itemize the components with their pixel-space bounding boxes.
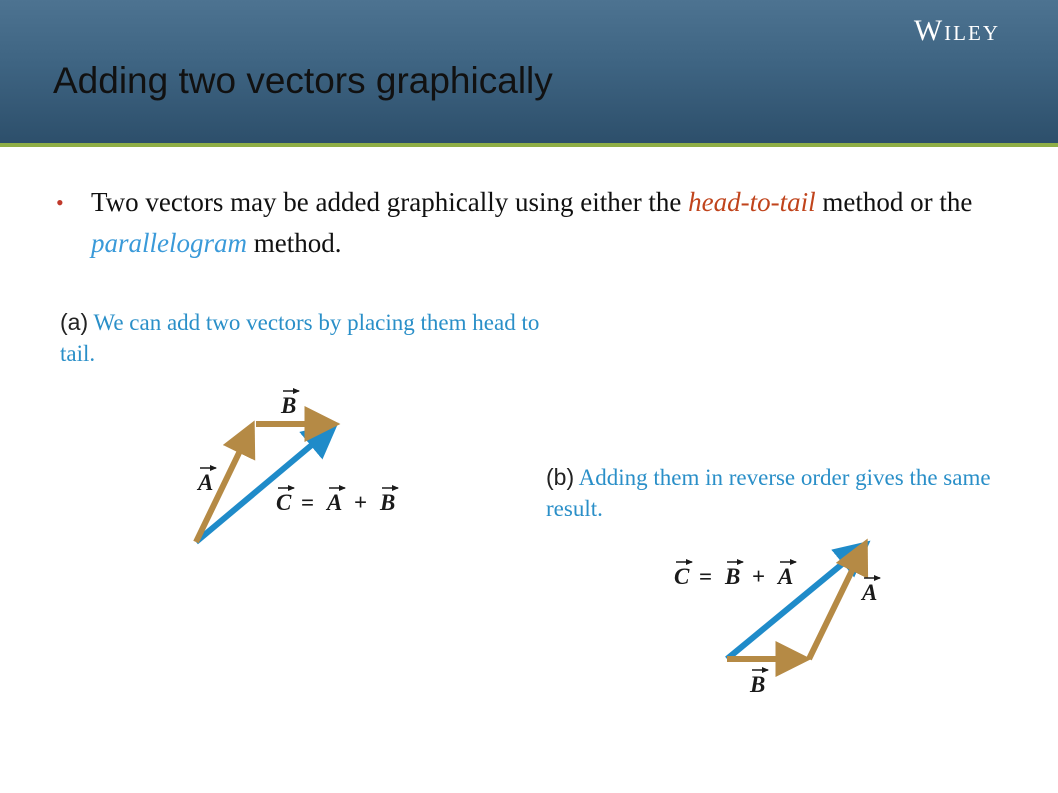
bullet-text-end: method. bbox=[247, 228, 342, 258]
figure-b-vector-C bbox=[727, 546, 864, 659]
figure-a-eq-equals: = bbox=[301, 490, 315, 515]
figure-a-vector-C bbox=[196, 428, 332, 542]
figure-b-vector-A bbox=[809, 546, 864, 659]
figure-b-eq-B: B bbox=[725, 564, 741, 589]
figure-a-eq-A: A bbox=[327, 490, 343, 515]
figure-b-label-A: A bbox=[862, 580, 878, 605]
head-to-tail-term: head-to-tail bbox=[688, 187, 816, 217]
figure-b-eq-equals: = bbox=[699, 564, 713, 589]
figure-a-label-B: B bbox=[281, 393, 297, 418]
figure-b-label-B: B bbox=[750, 672, 766, 697]
bullet-marker: • bbox=[56, 190, 64, 215]
figure-a-eq-B: B bbox=[380, 490, 396, 515]
figure-b-eq-plus: + bbox=[752, 564, 766, 589]
bullet-text-start: Two vectors may be added graphically using either the bbox=[91, 187, 689, 217]
figure-a-label-A: A bbox=[198, 470, 214, 495]
page-title: Adding two vectors graphically bbox=[53, 60, 553, 101]
figure-a-eq-C: C bbox=[276, 490, 292, 515]
figure-a-eq-plus: + bbox=[354, 490, 368, 515]
figure-a-diagram bbox=[196, 391, 398, 542]
figure-b-caption-text: Adding them in reverse order gives the same result. bbox=[546, 465, 991, 521]
figure-b-diagram bbox=[674, 546, 880, 697]
figure-b-eq-A: A bbox=[778, 564, 794, 589]
bullet-text-middle: method or the bbox=[815, 187, 973, 217]
figure-a-caption-text: We can add two vectors by placing them head to tail. bbox=[60, 310, 540, 366]
figure-b-eq-C: C bbox=[674, 564, 690, 589]
figure-b-label: (b) bbox=[546, 464, 575, 490]
figure-a-label: (a) bbox=[60, 309, 89, 335]
wiley-logo: Wiley bbox=[913, 14, 1000, 47]
parallelogram-term: parallelogram bbox=[91, 228, 248, 258]
